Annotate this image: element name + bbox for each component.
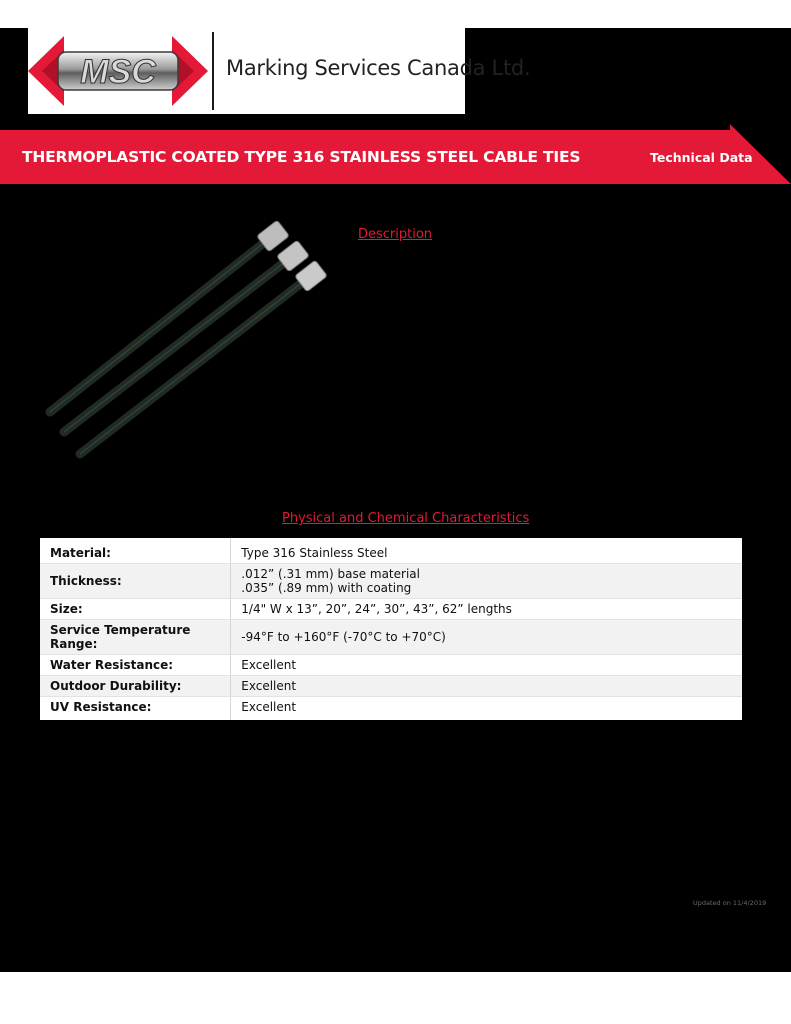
spec-value-line: .035” (.89 mm) with coating (241, 581, 412, 595)
spec-value: Excellent (231, 655, 742, 676)
table-row (40, 655, 742, 676)
spec-value: Excellent (231, 676, 742, 697)
spec-label: UV Resistance: (40, 697, 231, 721)
spec-label: Size: (40, 599, 231, 620)
spec-value (231, 564, 742, 599)
table-row (40, 599, 742, 620)
spec-value: -94°F to +160°F (-70°C to +70°C) (231, 620, 742, 655)
spec-value: 1/4" W x 13”, 20”, 24”, 30”, 43”, 62” lengths (231, 599, 742, 620)
spec-label: Service Temperature Range: (40, 620, 231, 655)
spec-label: Material: (40, 538, 231, 564)
spec-value: Excellent (241, 700, 297, 714)
logo-header (28, 28, 531, 114)
table-row (40, 697, 742, 721)
cable-tie-2 (64, 240, 309, 432)
company-name: Marking Services Canada Ltd. (226, 56, 531, 80)
document-title: THERMOPLASTIC COATED TYPE 316 STAINLESS STEEL CABLE TIES (22, 148, 581, 166)
spec-label: Thickness: (40, 564, 231, 599)
table-row (40, 676, 742, 697)
spec-value-line: .012” (.31 mm) base material (241, 567, 420, 581)
spec-table (40, 538, 742, 720)
logo-text: MSC (80, 53, 156, 91)
table-row (40, 564, 742, 599)
updated-date: Updated on 11/4/2019 (693, 899, 767, 907)
cable-ties-image (44, 216, 334, 466)
description-heading: Description (358, 227, 433, 242)
logo-divider (212, 32, 214, 110)
spec-label: Outdoor Durability: (40, 676, 231, 697)
spec-value: Type 316 Stainless Steel (231, 538, 742, 564)
physical-chemical-heading: Physical and Chemical Characteristics (282, 511, 530, 526)
msc-logo-icon (28, 32, 208, 110)
spec-label: Water Resistance: (40, 655, 231, 676)
table-row (40, 620, 742, 655)
table-row (40, 538, 742, 564)
technical-data-label: Technical Data (650, 150, 753, 165)
